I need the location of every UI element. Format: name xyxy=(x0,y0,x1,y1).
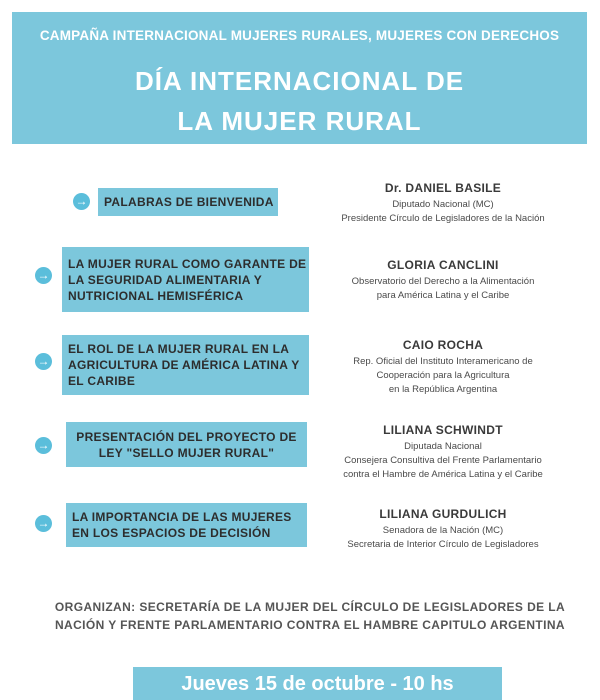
arrow-right-icon: → xyxy=(35,353,52,370)
main-title-line2: LA MUJER RURAL xyxy=(177,106,422,136)
organizers-line: ORGANIZAN: SECRETARÍA DE LA MUJER DEL CÍRCULO DE LEGISLADORES DE LA xyxy=(54,600,566,614)
speaker-block xyxy=(318,423,568,482)
topic-box xyxy=(66,503,307,547)
arrow-right-icon: → xyxy=(35,267,52,284)
speaker-name: CAIO ROCHA xyxy=(402,338,484,352)
speaker-name: LILIANA GURDULICH xyxy=(379,507,507,521)
speaker-role: en la República Argentina xyxy=(388,384,498,395)
main-title-line1: DÍA INTERNACIONAL DE xyxy=(134,66,465,96)
speaker-role: Secretaria de Interior Círculo de Legisladores xyxy=(347,539,539,550)
topic-line: PRESENTACIÓN DEL PROYECTO DE xyxy=(76,429,297,444)
topic-line: LA SEGURIDAD ALIMENTARIA Y xyxy=(68,272,263,287)
topic-line: EL ROL DE LA MUJER RURAL EN LA xyxy=(68,342,290,356)
speaker-block xyxy=(318,181,568,226)
arrow-right-icon: → xyxy=(35,437,52,454)
speaker-role: para América Latina y el Caribe xyxy=(376,290,510,301)
speaker-block xyxy=(318,258,568,303)
arrow-right-icon: → xyxy=(73,193,90,210)
topic-box xyxy=(98,188,278,216)
header-banner xyxy=(12,12,587,144)
speaker-role: Rep. Oficial del Instituto Interamericano de xyxy=(353,356,533,367)
topic-line: LA MUJER RURAL COMO GARANTE DE xyxy=(68,256,307,271)
topic-line: LEY "SELLO MUJER RURAL" xyxy=(98,445,275,460)
topic-line: NUTRICIONAL HEMISFÉRICA xyxy=(68,288,244,303)
topic-line: PALABRAS DE BIENVENIDA xyxy=(104,195,274,209)
topic-line: EL CARIBE xyxy=(68,374,136,388)
organizers-text xyxy=(40,598,580,634)
speaker-role: Diputado Nacional (MC) xyxy=(392,199,494,210)
speaker-role: Presidente Círculo de Legisladores de la Nación xyxy=(341,213,545,224)
event-date-banner: Jueves 15 de octubre - 10 hs xyxy=(133,667,502,700)
topic-line: LA IMPORTANCIA DE LAS MUJERES xyxy=(72,510,292,524)
campaign-title: CAMPAÑA INTERNACIONAL MUJERES RURALES, MUJERES CON DERECHOS xyxy=(39,28,560,43)
speaker-block xyxy=(318,338,568,397)
topic-box xyxy=(62,247,309,312)
speaker-role: Consejera Consultiva del Frente Parlamentario xyxy=(344,455,542,466)
speaker-name: LILIANA SCHWINDT xyxy=(383,423,503,437)
speaker-role: Diputada Nacional xyxy=(404,441,482,452)
speaker-role: Cooperación para la Agricultura xyxy=(376,370,510,381)
speaker-role: contra el Hambre de América Latina y el Caribe xyxy=(343,469,543,480)
topic-box xyxy=(66,422,307,467)
arrow-right-icon: → xyxy=(35,515,52,532)
speaker-block xyxy=(318,507,568,552)
speaker-name: GLORIA CANCLINI xyxy=(387,258,499,272)
speaker-name: Dr. DANIEL BASILE xyxy=(384,181,502,195)
topic-box xyxy=(62,335,309,395)
organizers-line: NACIÓN Y FRENTE PARLAMENTARIO CONTRA EL HAMBRE CAPITULO ARGENTINA xyxy=(54,618,565,632)
speaker-role: Observatorio del Derecho a la Alimentación xyxy=(351,276,535,287)
topic-line: AGRICULTURA DE AMÉRICA LATINA Y xyxy=(68,358,300,372)
topic-line: EN LOS ESPACIOS DE DECISIÓN xyxy=(72,526,271,540)
speaker-role: Senadora de la Nación (MC) xyxy=(382,525,504,536)
